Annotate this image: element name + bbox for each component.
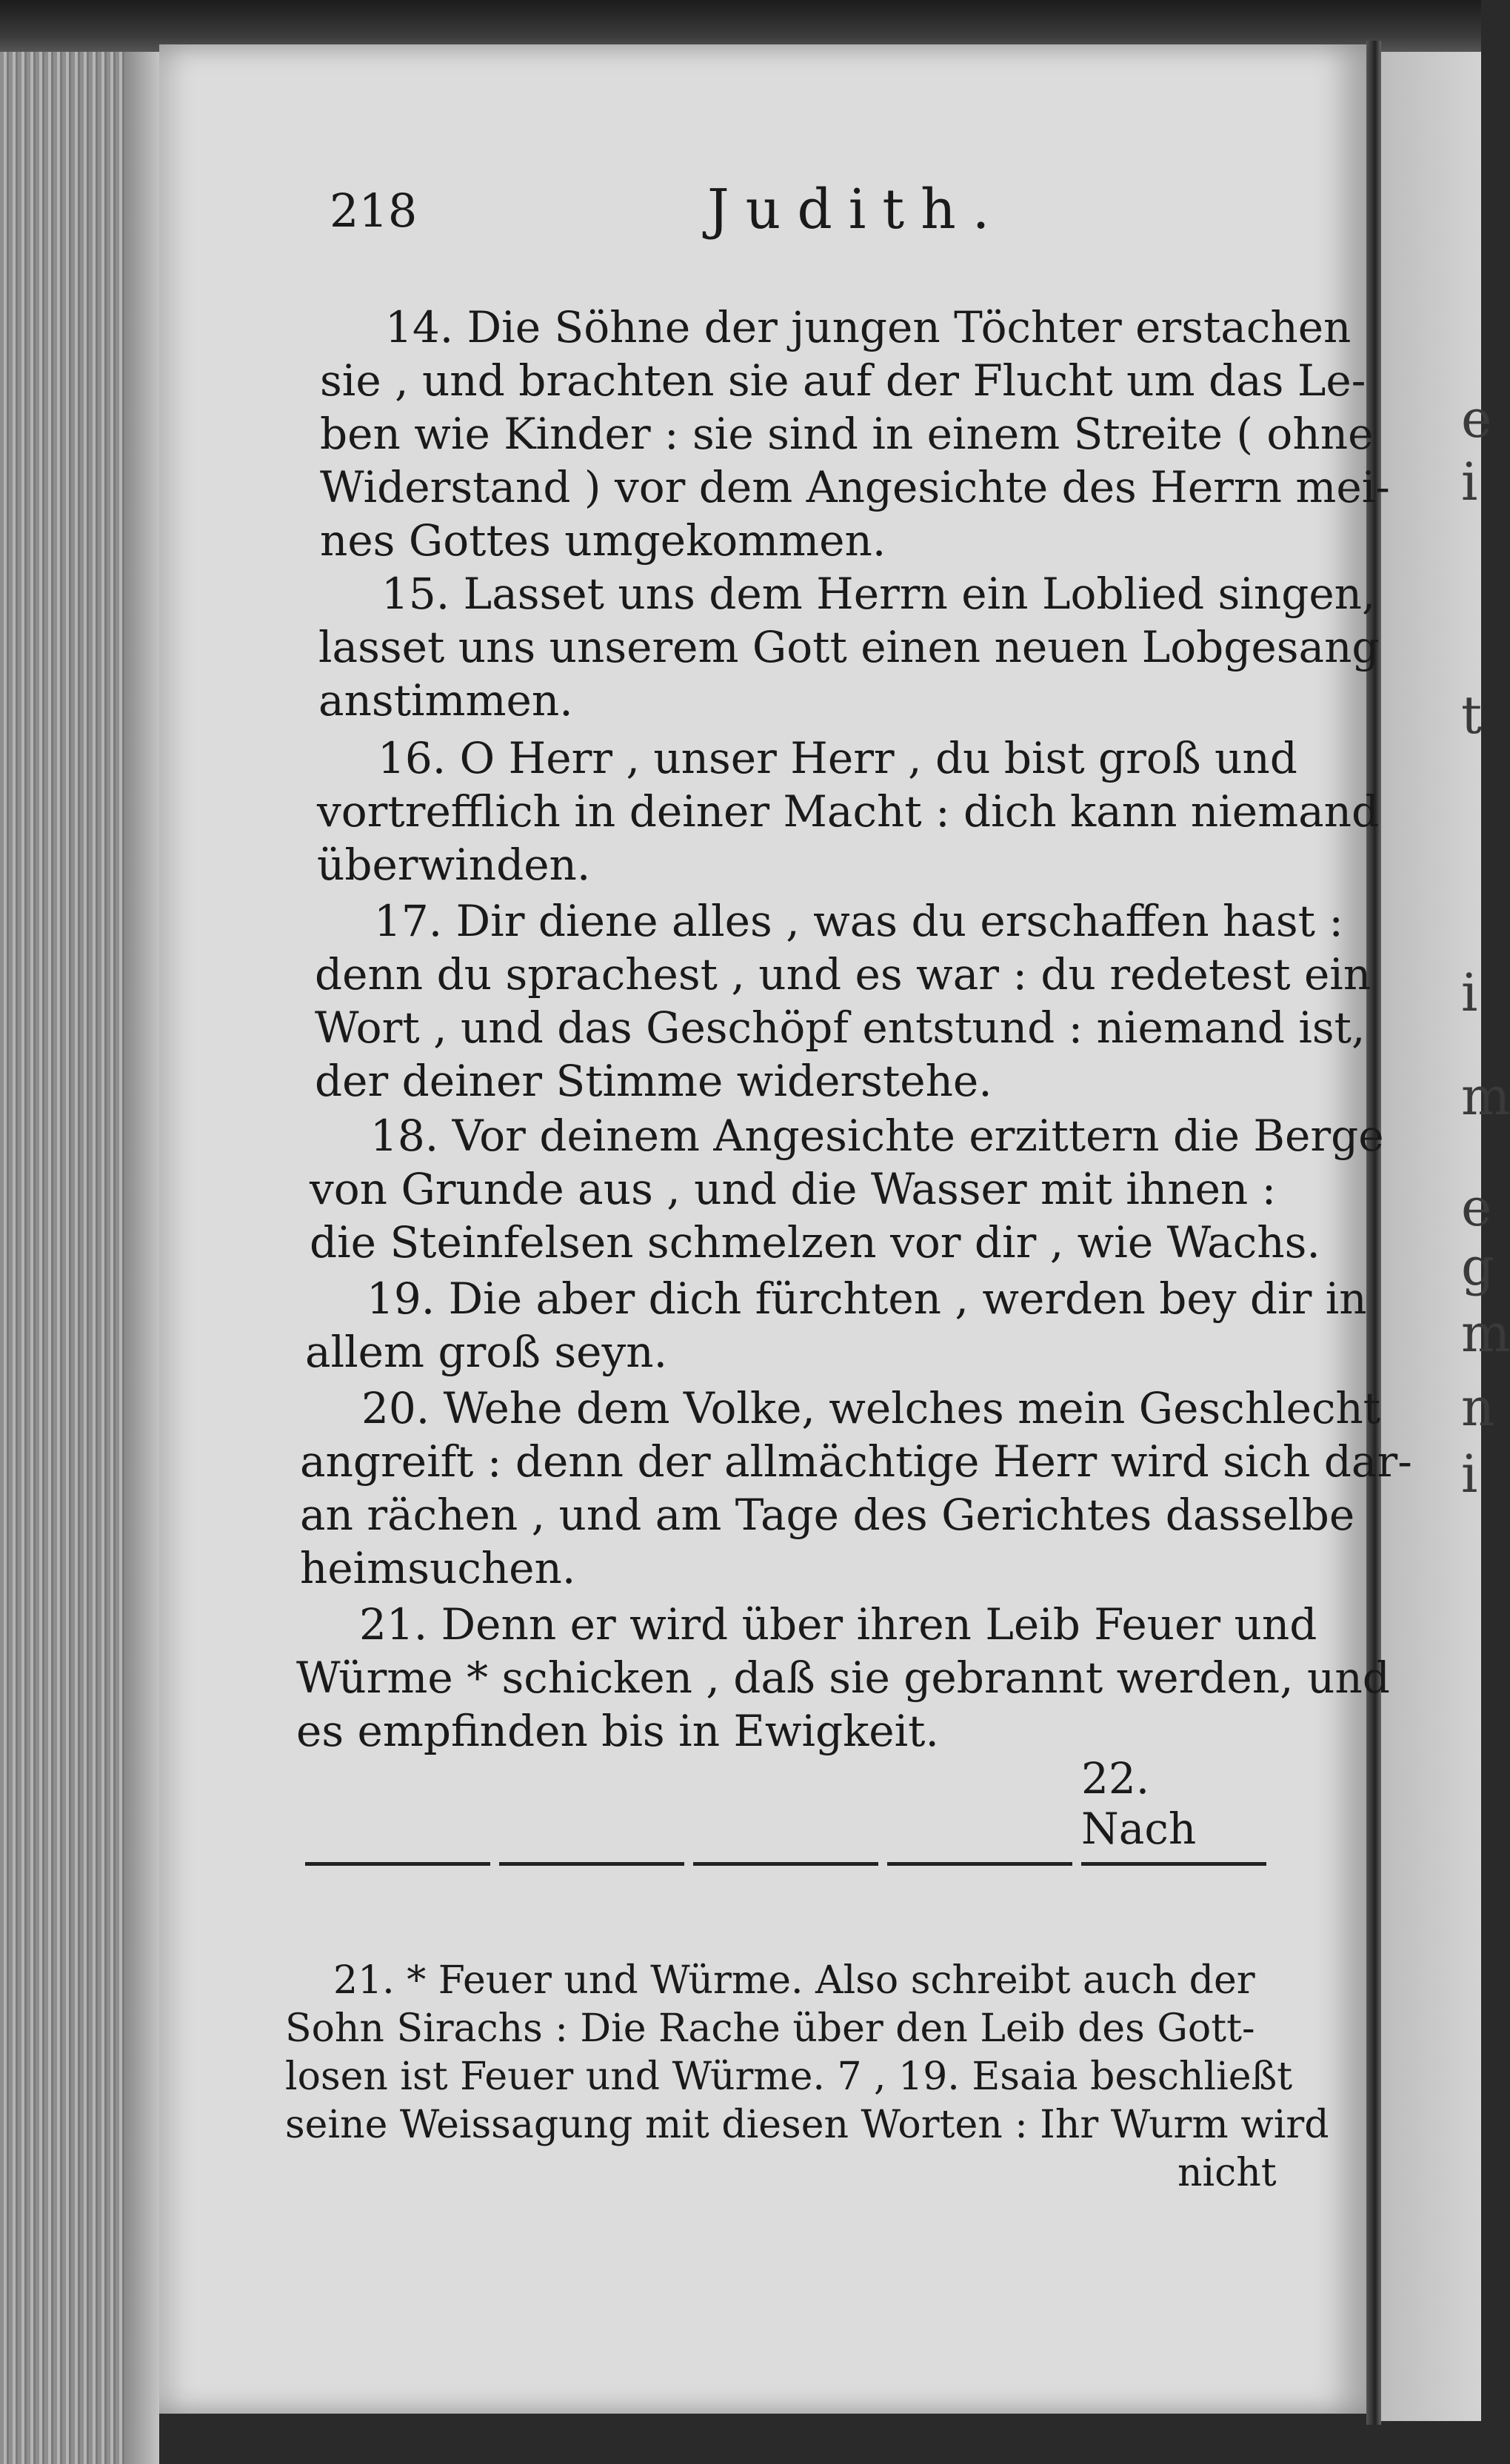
page-number: 218 xyxy=(330,184,418,238)
facing-page-fragment: n xyxy=(1461,1377,1495,1438)
text-line: allem groß seyn. xyxy=(305,1327,668,1377)
text-line: heimsuchen. xyxy=(300,1543,576,1593)
text-line: an rächen , und am Tage des Gerichtes dasselbe xyxy=(300,1490,1355,1540)
footnote-line: seine Weissagung mit diesen Worten : Ihr Wurm wird xyxy=(285,2103,1329,2147)
text-line: ben wie Kinder : sie sind in einem Streite ( ohne xyxy=(320,409,1374,459)
text-line: angreift : denn der allmächtige Herr wird sich dar- xyxy=(300,1436,1412,1487)
facing-page-fragment: t xyxy=(1461,685,1483,746)
text-line: Würme * schicken , daß sie gebrannt werden, und xyxy=(296,1653,1390,1703)
facing-page-fragment: e xyxy=(1461,389,1492,449)
text-line: überwinden. xyxy=(317,840,591,890)
footnote-line: losen ist Feuer und Würme. 7 , 19. Esaia beschließt xyxy=(285,2055,1293,2099)
text-line: 17. Dir diene alles , was du erschaffen hast : xyxy=(374,896,1343,946)
page-edges-stack xyxy=(0,52,159,2464)
text-line: nes Gottes umgekommen. xyxy=(320,515,886,566)
facing-page-fragment: i xyxy=(1461,452,1478,512)
footnote-rule xyxy=(305,1862,1275,1866)
text-line: 21. Denn er wird über ihren Leib Feuer und xyxy=(359,1599,1317,1650)
book-gutter xyxy=(1366,41,1381,2425)
facing-page-fragment: m xyxy=(1461,1303,1510,1364)
text-line: vortrefflich in deiner Macht : dich kann niemand xyxy=(317,786,1380,837)
text-line: sie , und brachten sie auf der Flucht um das Le- xyxy=(320,355,1366,406)
running-head: Judith. xyxy=(707,178,1006,241)
footnote-line: Sohn Sirachs : Die Rache über den Leib des Gott- xyxy=(285,2006,1255,2051)
text-line: die Steinfelsen schmelzen vor dir , wie Wachs. xyxy=(310,1217,1320,1268)
text-line: 19. Die aber dich fürchten , werden bey dir in xyxy=(367,1273,1367,1324)
text-line: Widerstand ) vor dem Angesichte des Herrn mei- xyxy=(320,462,1390,512)
text-line: anstimmen. xyxy=(318,675,573,726)
footnote-line: 21. * Feuer und Würme. Also schreibt auch der xyxy=(333,1958,1255,2003)
facing-page-fragment: i xyxy=(1461,962,1478,1023)
footnote-line: nicht xyxy=(1177,2151,1277,2195)
text-line: 15. Lasset uns dem Herrn ein Loblied singen, xyxy=(381,569,1376,619)
facing-page-fragment: g xyxy=(1461,1236,1494,1297)
text-line: der deiner Stimme widerstehe. xyxy=(315,1056,992,1106)
catchword: 22. Nach xyxy=(1081,1753,1197,1854)
text-line: Wort , und das Geschöpf entstund : niemand ist, xyxy=(315,1002,1366,1053)
text-line: 18. Vor deinem Angesichte erzittern die Berge xyxy=(370,1111,1384,1161)
facing-page xyxy=(1381,52,1510,2421)
text-line: lasset uns unserem Gott einen neuen Lobgesang xyxy=(318,622,1380,672)
facing-page-fragment: m xyxy=(1461,1066,1510,1127)
text-line: es empfinden bis in Ewigkeit. xyxy=(296,1706,939,1756)
text-line: denn du sprachest , und es war : du redetest ein xyxy=(315,949,1372,1000)
text-line: 14. Die Söhne der jungen Töchter erstachen xyxy=(385,302,1352,352)
text-line: 16. O Herr , unser Herr , du bist groß und xyxy=(378,733,1297,783)
facing-page-fragment: i xyxy=(1461,1444,1478,1504)
text-line: 20. Wehe dem Volke, welches mein Geschlecht xyxy=(361,1383,1381,1433)
text-line: von Grunde aus , und die Wasser mit ihnen : xyxy=(310,1164,1277,1214)
facing-page-fragment: e xyxy=(1461,1177,1492,1238)
